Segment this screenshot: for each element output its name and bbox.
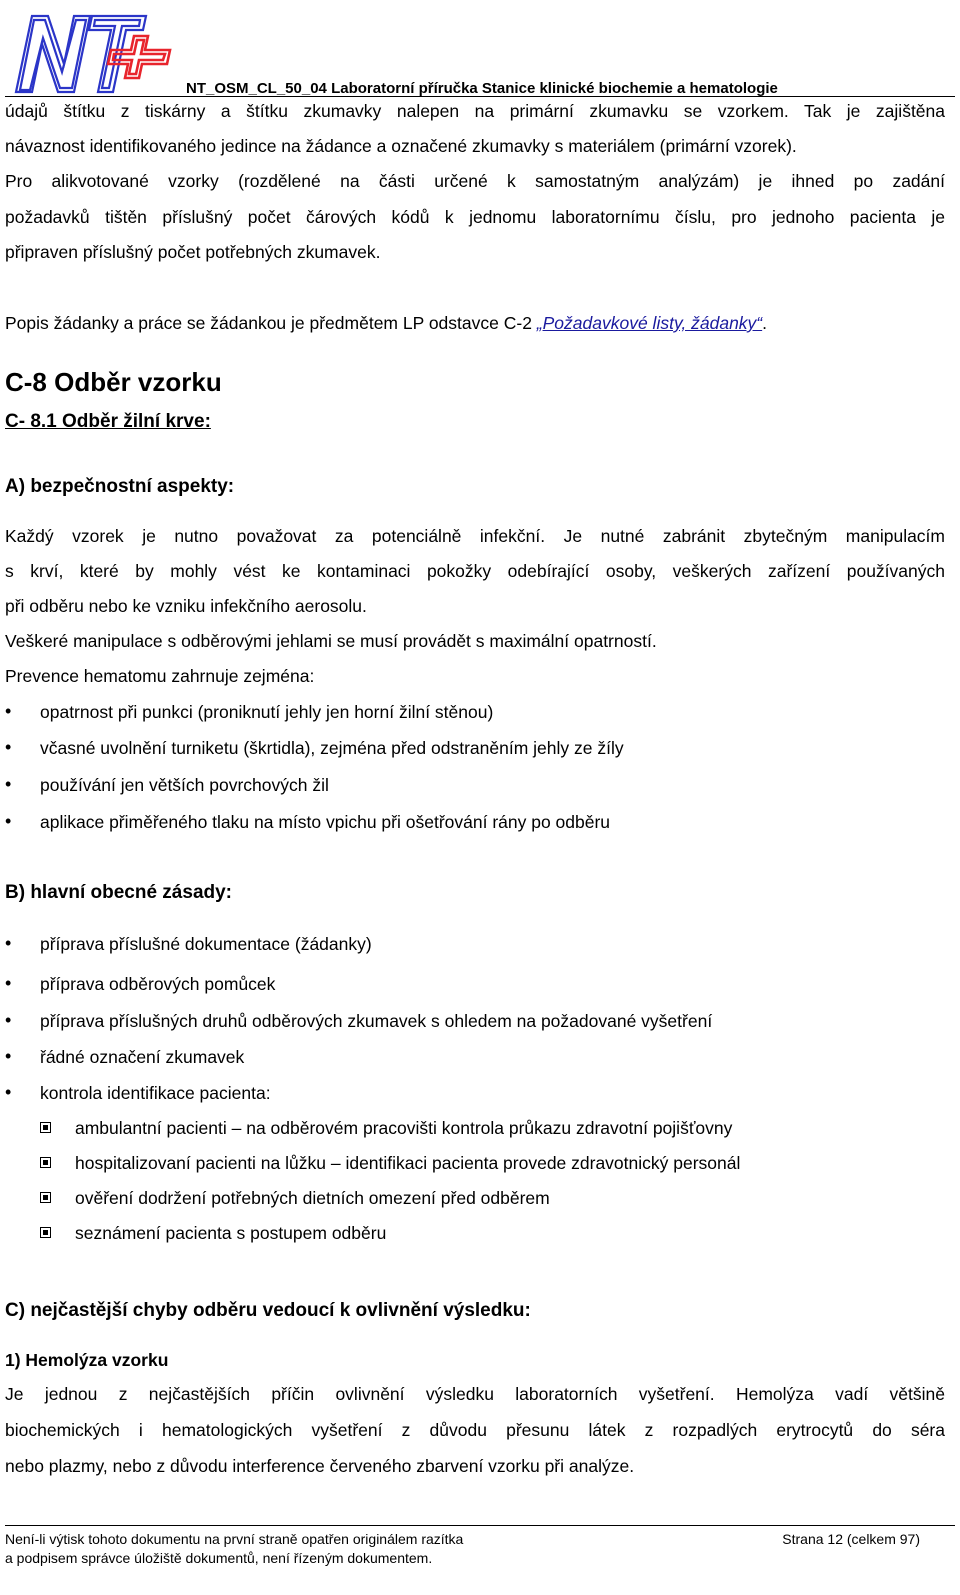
bullet-icon: •: [5, 1082, 12, 1102]
part-a-line-5: Prevence hematomu zahrnuje zejména:: [5, 666, 315, 686]
page-number: Strana 12 (celkem 97): [782, 1531, 920, 1547]
part-a-line-2: s krví, které by mohly vést ke kontaminaci pokožky odebírající osoby, veškerých zařízení používaných: [5, 561, 945, 581]
section-title: C-8 Odběr vzorku: [5, 367, 222, 397]
footer-notice: [5, 1530, 463, 1568]
part-c-line-2: biochemických i hematologických vyšetření z důvodu přesunu látek z rozpadlých erytrocytů do séra: [5, 1420, 945, 1440]
intro-line-4: požadavků tištěn příslušný počet čárových kódů k jednomu laboratornímu číslu, pro jednoho pacienta je: [5, 207, 945, 227]
square-bullet-icon: [40, 1122, 51, 1133]
footer-divider: [5, 1525, 955, 1526]
square-bullet-icon: [40, 1227, 51, 1238]
bullet-icon: •: [5, 737, 12, 757]
intro-line-1: údajů štítku z tiskárny a štítku zkumavky nalepen na primární zkumavku se vzorkem. Tak je zajištěna: [5, 101, 945, 121]
intro-line-3: Pro alikvotované vzorky (rozdělené na části určené k samostatným analýzám) je ihned po zadání: [5, 171, 945, 191]
bullet-icon: •: [5, 811, 12, 831]
document-header-title: NT_OSM_CL_50_04 Laboratorní příručka Stanice klinické biochemie a hematologie: [186, 80, 778, 97]
part-c-line-3: nebo plazmy, nebo z důvodu interference červeného zbarvení vzorku při analýze.: [5, 1456, 635, 1476]
bullet-icon: •: [5, 701, 12, 721]
part-c-line-1: Je jednou z nejčastějších příčin ovlivnění výsledku laboratorních vyšetření. Hemolýza vadí většině: [5, 1384, 945, 1404]
part-c-subheading: 1) Hemolýza vzorku: [5, 1350, 169, 1370]
bullet-icon: •: [5, 1010, 12, 1030]
document-page: NT_OSM_CL_50_04 Laboratorní příručka Stanice klinické biochemie a hematologie údajů štítku z tiskárny a štítku zkumavky nalepen na primární zkumavku se vzorkem. Tak je zajištěna návaznost identifikovaného jedince na žádance a označené zkumavky s materiálem (primární vzorek). Pro alikvotované vzorky (rozdělené na části určené k samostatným analýzám) je ihned po zadání požadavků tištěn příslušný počet čárových kódů k jednomu laboratornímu číslu, pro jednoho pacienta je připraven příslušný počet potřebných zkumavek. Popis žádanky a práce se žádankou je předmětem LP odstavce C-2 „Požadavkové listy, žádanky“. C-8 Odběr vzorku C- 8.1 Odběr žilní krve: A) bezpečnostní aspekty: Každý vzorek je nutno považovat za potenciálně infekční. Je nutné zabránit zbytečným manipulacím s krví, které by mohly vést ke kontaminaci pokožky odebírající osoby, veškerých zařízení používaných při odběru nebo ke vzniku infekčního aerosolu. Veškeré manipulace s odběrovými jehlami se musí provádět s maximální opatrností. Prevence hematomu zahrnuje zejména: • opatrnost při punkci (proniknutí jehly jen horní žilní stěnou) • včasné uvolnění turniketu (škrtidla), zejména před odstraněním jehly ze žíly • používání jen větších povrchových žil • aplikace přiměřeného tlaku na místo vpichu při ošetřování rány po odběru B) hlavní obecné zásady: • příprava příslušné dokumentace (žádanky) • příprava odběrových pomůcek • příprava příslušných druhů odběrových zkumavek s ohledem na požadované vyšetření • řádné označení zkumavek • kontrola identifikace pacienta: ambulantní pacienti – na odběrovém pracovišti kontrola průkazu zdravotní pojišťovny hospitalizovaní pacienti na lůžku – identifikaci pacienta provede zdravotnický personál ověření dodržení potřebných dietních omezení před odběrem seznámení pacienta s postupem odběru C) nejčastější chyby odběru vedoucí k ovlivnění výsledku: 1) Hemolýza vzorku Je jednou z nejčastějších příčin ovlivnění výsledku laboratorních vyšetření. Hemolýza vadí většině biochemických i hematologických vyšetření z důvodu přesunu látek z rozpadlých erytrocytů do séra nebo plazmy, nebo z důvodu interference červeného zbarvení vzorku při analýze. Není-li výtisk tohoto dokumentu na první straně opatřen originálem razítka a podpisem správce úložiště dokumentů, není řízeným dokumentem. Strana 12 (celkem 97): [0, 0, 960, 1595]
bullet-icon: •: [5, 973, 12, 993]
intro-line-5: připraven příslušný počet potřebných zkumavek.: [5, 242, 381, 262]
footer-notice-line-1: Není-li výtisk tohoto dokumentu na první straně opatřen originálem razítka: [5, 1531, 464, 1547]
popis-paragraph: [5, 313, 945, 333]
intro-line-2: návaznost identifikovaného jedince na žádance a označené zkumavky s materiálem (primární vzorek).: [5, 136, 797, 156]
square-bullet-icon: [40, 1192, 51, 1203]
part-c-heading: C) nejčastější chyby odběru vedoucí k ovlivnění výsledku:: [5, 1300, 531, 1321]
bullet-icon: •: [5, 774, 12, 794]
square-bullet-icon: [40, 1157, 51, 1168]
bullet-icon: •: [5, 1046, 12, 1066]
part-a-heading: A) bezpečnostní aspekty:: [5, 476, 235, 497]
part-b-heading: B) hlavní obecné zásady:: [5, 882, 233, 903]
bullet-icon: •: [5, 933, 12, 953]
section-subtitle: C- 8.1 Odběr žilní krve:: [5, 411, 211, 432]
popis-suffix: .: [762, 313, 768, 333]
popis-text: Popis žádanky a práce se žádankou je předmětem LP odstavce C-2: [5, 313, 537, 333]
part-a-line-1: Každý vzorek je nutno považovat za potenciálně infekční. Je nutné zabránit zbytečným manipulacím: [5, 526, 945, 546]
nt-plus-logo: [12, 6, 177, 96]
zadanky-link[interactable]: „Požadavkové listy, žádanky“: [536, 313, 763, 333]
part-a-line-3: při odběru nebo ke vzniku infekčního aerosolu.: [5, 596, 367, 616]
header-divider: [5, 96, 955, 97]
part-a-line-4: Veškeré manipulace s odběrovými jehlami se musí provádět s maximální opatrností.: [5, 631, 657, 651]
footer-notice-line-2: a podpisem správce úložiště dokumentů, není řízeným dokumentem.: [5, 1550, 433, 1566]
